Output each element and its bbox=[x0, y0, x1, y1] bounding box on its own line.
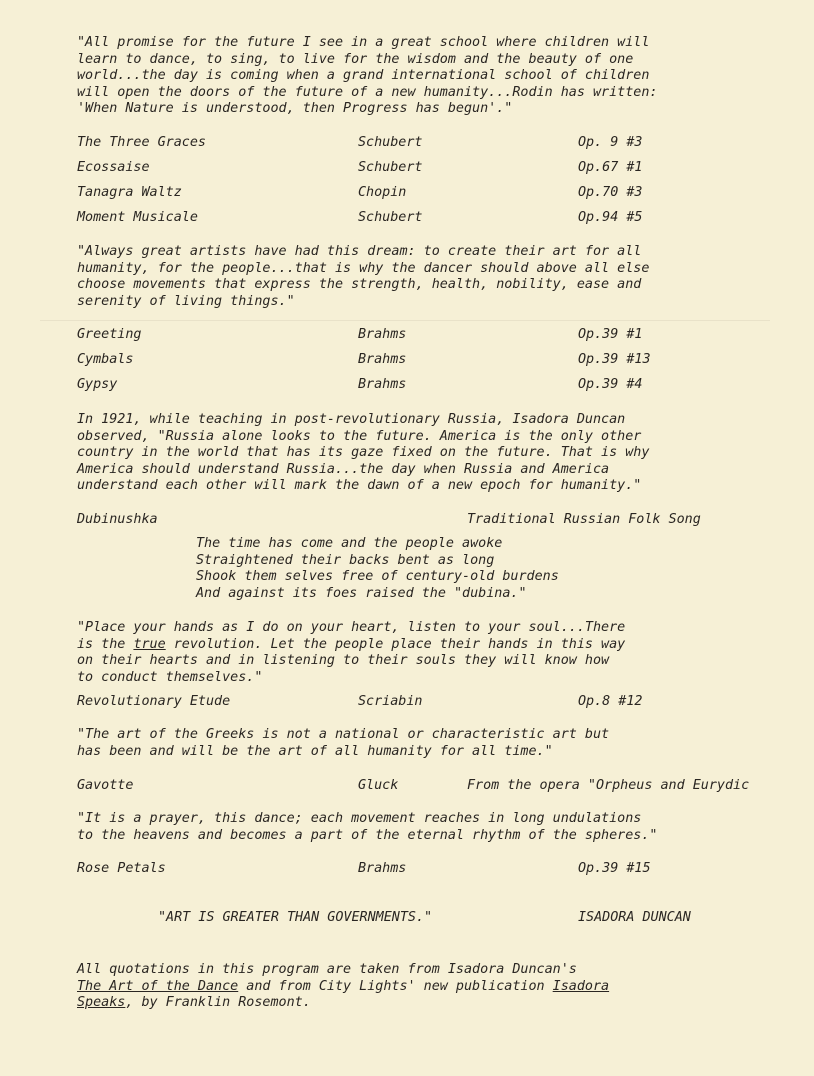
piece-source: From the opera "Orpheus and Eurydic bbox=[467, 778, 750, 793]
piece-title: Moment Musicale bbox=[77, 210, 198, 225]
program-row bbox=[77, 327, 814, 345]
quote-artists: "Always great artists have had this dream: to create their art for all humanity, for the people...that is why the dancer should above all else choose movements that express the strength, health, nobility, ease and serenity of living things." bbox=[77, 244, 650, 309]
piece-opus: Op.94 #5 bbox=[578, 210, 643, 225]
note-text: , by Franklin Rosemont. bbox=[125, 995, 311, 1011]
piece-title: Dubinushka bbox=[77, 512, 158, 527]
program-row bbox=[77, 135, 814, 153]
piece-composer: Scriabin bbox=[358, 694, 423, 709]
piece-opus: Op.39 #4 bbox=[578, 377, 643, 392]
piece-opus: Op. 9 #3 bbox=[578, 135, 643, 150]
piece-opus: Op.39 #13 bbox=[578, 352, 651, 367]
program-row bbox=[77, 861, 814, 879]
quote-hands bbox=[77, 620, 807, 686]
program-row bbox=[77, 377, 814, 395]
piece-composer: Brahms bbox=[358, 327, 407, 342]
piece-composer: Schubert bbox=[358, 210, 423, 225]
verse-line: Straightened their backs bent as long bbox=[196, 552, 495, 568]
quote-prayer: "It is a prayer, this dance; each movement reaches in long undulations to the heavens and becomes a part of the eternal rhythm of the spheres." bbox=[77, 811, 658, 843]
quote-greeks: "The art of the Greeks is not a national or characteristic art but has been and will be the art of all humanity for all time." bbox=[77, 727, 610, 759]
piece-opus: Op.70 #3 bbox=[578, 185, 643, 200]
piece-composer: Brahms bbox=[358, 377, 407, 392]
verse-line: The time has come and the people awoke bbox=[196, 536, 503, 551]
piece-title: Revolutionary Etude bbox=[77, 694, 231, 709]
piece-composer: Schubert bbox=[358, 160, 423, 175]
note-text: and from City Lights' new publication bbox=[238, 978, 553, 994]
piece-composer: Chopin bbox=[358, 185, 407, 200]
piece-title: Tanagra Waltz bbox=[77, 185, 182, 200]
program-row-dubinushka bbox=[77, 512, 814, 530]
piece-composer: Brahms bbox=[358, 861, 407, 876]
dubinushka-verse bbox=[196, 536, 756, 602]
piece-title: Gavotte bbox=[77, 778, 134, 793]
verse-line: And against its foes raised the "dubina." bbox=[196, 585, 527, 601]
piece-composer: Brahms bbox=[358, 352, 407, 367]
piece-title: Rose Petals bbox=[77, 861, 166, 876]
program-row bbox=[77, 352, 814, 370]
book-title: Speaks bbox=[77, 995, 126, 1011]
verse-line: Shook them selves free of century-old burdens bbox=[196, 569, 559, 584]
program-row bbox=[77, 778, 814, 796]
quote-russia: In 1921, while teaching in post-revolutionary Russia, Isadora Duncan observed, "Russia alone looks to the future. America is the only other country in the world that has its gaze fixed on the future. That is why America should understand Russia...the day when Russia and America understand each other will mark the dawn of a new epoch for humanity." bbox=[77, 412, 650, 494]
quote-part: "Place your hands as I do on your heart, listen to your soul...There is the bbox=[77, 620, 626, 652]
program-row bbox=[77, 185, 814, 203]
note-text: All quotations in this program are taken from Isadora Duncan's bbox=[77, 962, 577, 977]
book-title: The Art of the Dance bbox=[77, 978, 239, 994]
piece-opus: Op.67 #1 bbox=[578, 160, 643, 175]
piece-title: Gypsy bbox=[77, 377, 118, 392]
quote-rodin: "All promise for the future I see in a great school where children will learn to dance, to sing, to live for the wisdom and the beauty of one world...the day is coming when a grand international school of children will open the doors of the future of a new humanity...Rodin has written: 'When Nature is understood, then Progress has begun'." bbox=[77, 35, 658, 117]
piece-composer: Gluck bbox=[358, 778, 399, 793]
source-note bbox=[77, 962, 777, 1012]
quote-part: revolution. Let the people place their hands in this way on their hearts and in listening to their souls they will know how to conduct themselves." bbox=[77, 636, 626, 685]
underlined-word: true bbox=[133, 636, 166, 652]
program-row bbox=[77, 210, 814, 228]
motto-author: ISADORA DUNCAN bbox=[578, 910, 691, 925]
piece-source: Traditional Russian Folk Song bbox=[467, 512, 701, 527]
piece-opus: Op.39 #15 bbox=[578, 861, 651, 876]
piece-opus: Op.39 #1 bbox=[578, 327, 643, 342]
piece-title: Greeting bbox=[77, 327, 142, 342]
piece-composer: Schubert bbox=[358, 135, 423, 150]
piece-title: Ecossaise bbox=[77, 160, 150, 175]
book-title: Isadora bbox=[552, 978, 610, 994]
program-row bbox=[77, 160, 814, 178]
piece-title: Cymbals bbox=[77, 352, 134, 367]
motto: "ART IS GREATER THAN GOVERNMENTS." bbox=[158, 910, 433, 925]
program-row bbox=[77, 694, 814, 712]
piece-opus: Op.8 #12 bbox=[578, 694, 643, 709]
piece-title: The Three Graces bbox=[77, 135, 206, 150]
